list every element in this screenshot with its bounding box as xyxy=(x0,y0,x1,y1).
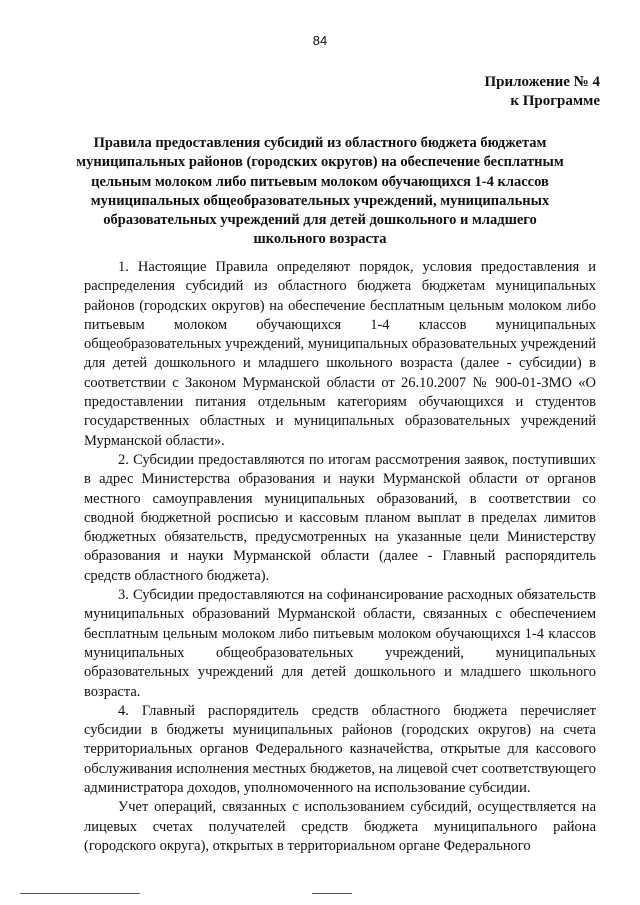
document-title: Правила предоставления субсидий из областного бюджета бюджетам муниципальных районов (городских округов) на обеспечение бесплатным цельным молоком либо питьевым молоком обучающихся 1-4 классов муниципальных общеобразовательных учреждений, муниципальных образовательных учреждений для детей дошкольного и младшего школьного возраста xyxy=(76,135,564,248)
footer-rule-left xyxy=(20,893,140,894)
appendix-number: Приложение № 4 xyxy=(484,74,600,90)
paragraph-2: 2. Субсидии предоставляются по итогам рассмотрения заявок, поступивших в адрес Министерства образования и науки Мурманской области от органов местного самоуправления муниципальных образований, в соответствии со сводной бюджетной росписью и кассовым планом выплат в пределах лимитов бюджетных обязательств, предусмотренных на указанные цели Министерству образования и науки Мурманской области (далее - Главный распорядитель средств областного бюджета). xyxy=(84,451,596,584)
page-number: 84 xyxy=(312,33,328,48)
paragraph-1: 1. Настоящие Правила определяют порядок, условия предоставления и распределения субсидий из областного бюджета бюджетам муниципальных районов (городских округов) на обеспечение бесплатным цельным молоком либо питьевым молоком обучающихся 1-4 классов муниципальных общеобразовательных учреждений, муниципальных образовательных учреждений для детей дошкольного и младшего школьного возраста (далее - субсидии) в соответствии с Законом Мурманской области от 26.10.2007 № 900-01-ЗМО «О предоставлении питания отдельным категориям обучающихся и студентов государственных областных и муниципальных образовательных учреждений Мурманской области». xyxy=(84,259,597,449)
paragraph-5: Учет операций, связанных с использованием субсидий, осуществляется на лицевых счетах получателей средств бюджета муниципального района (городского округа), открытых в территориальном органе Федерального xyxy=(84,799,596,854)
paragraph-4: 4. Главный распорядитель средств областного бюджета перечисляет субсидии в бюджеты муниципальных районов (городских округов) на счета территориальных органов Федерального казначейства, открытые для кассового обслуживания исполнения местных бюджетов, на лицевой счет соответствующего администратора доходов, уполномоченного на использование субсидии. xyxy=(84,702,596,797)
paragraph-3: 3. Субсидии предоставляются на софинансирование расходных обязательств муниципальных образований Мурманской области, связанных с обеспечением бесплатным цельным молоком либо питьевым молоком обучающихся 1-4 классов муниципальных общеобразовательных учреждений, муниципальных образовательных учреждений для детей дошкольного и младшего школьного возраста. xyxy=(84,587,596,700)
document-body xyxy=(84,258,596,856)
appendix-program: к Программе xyxy=(510,93,600,109)
footer-rule-right xyxy=(312,893,352,894)
appendix-header xyxy=(484,73,600,111)
